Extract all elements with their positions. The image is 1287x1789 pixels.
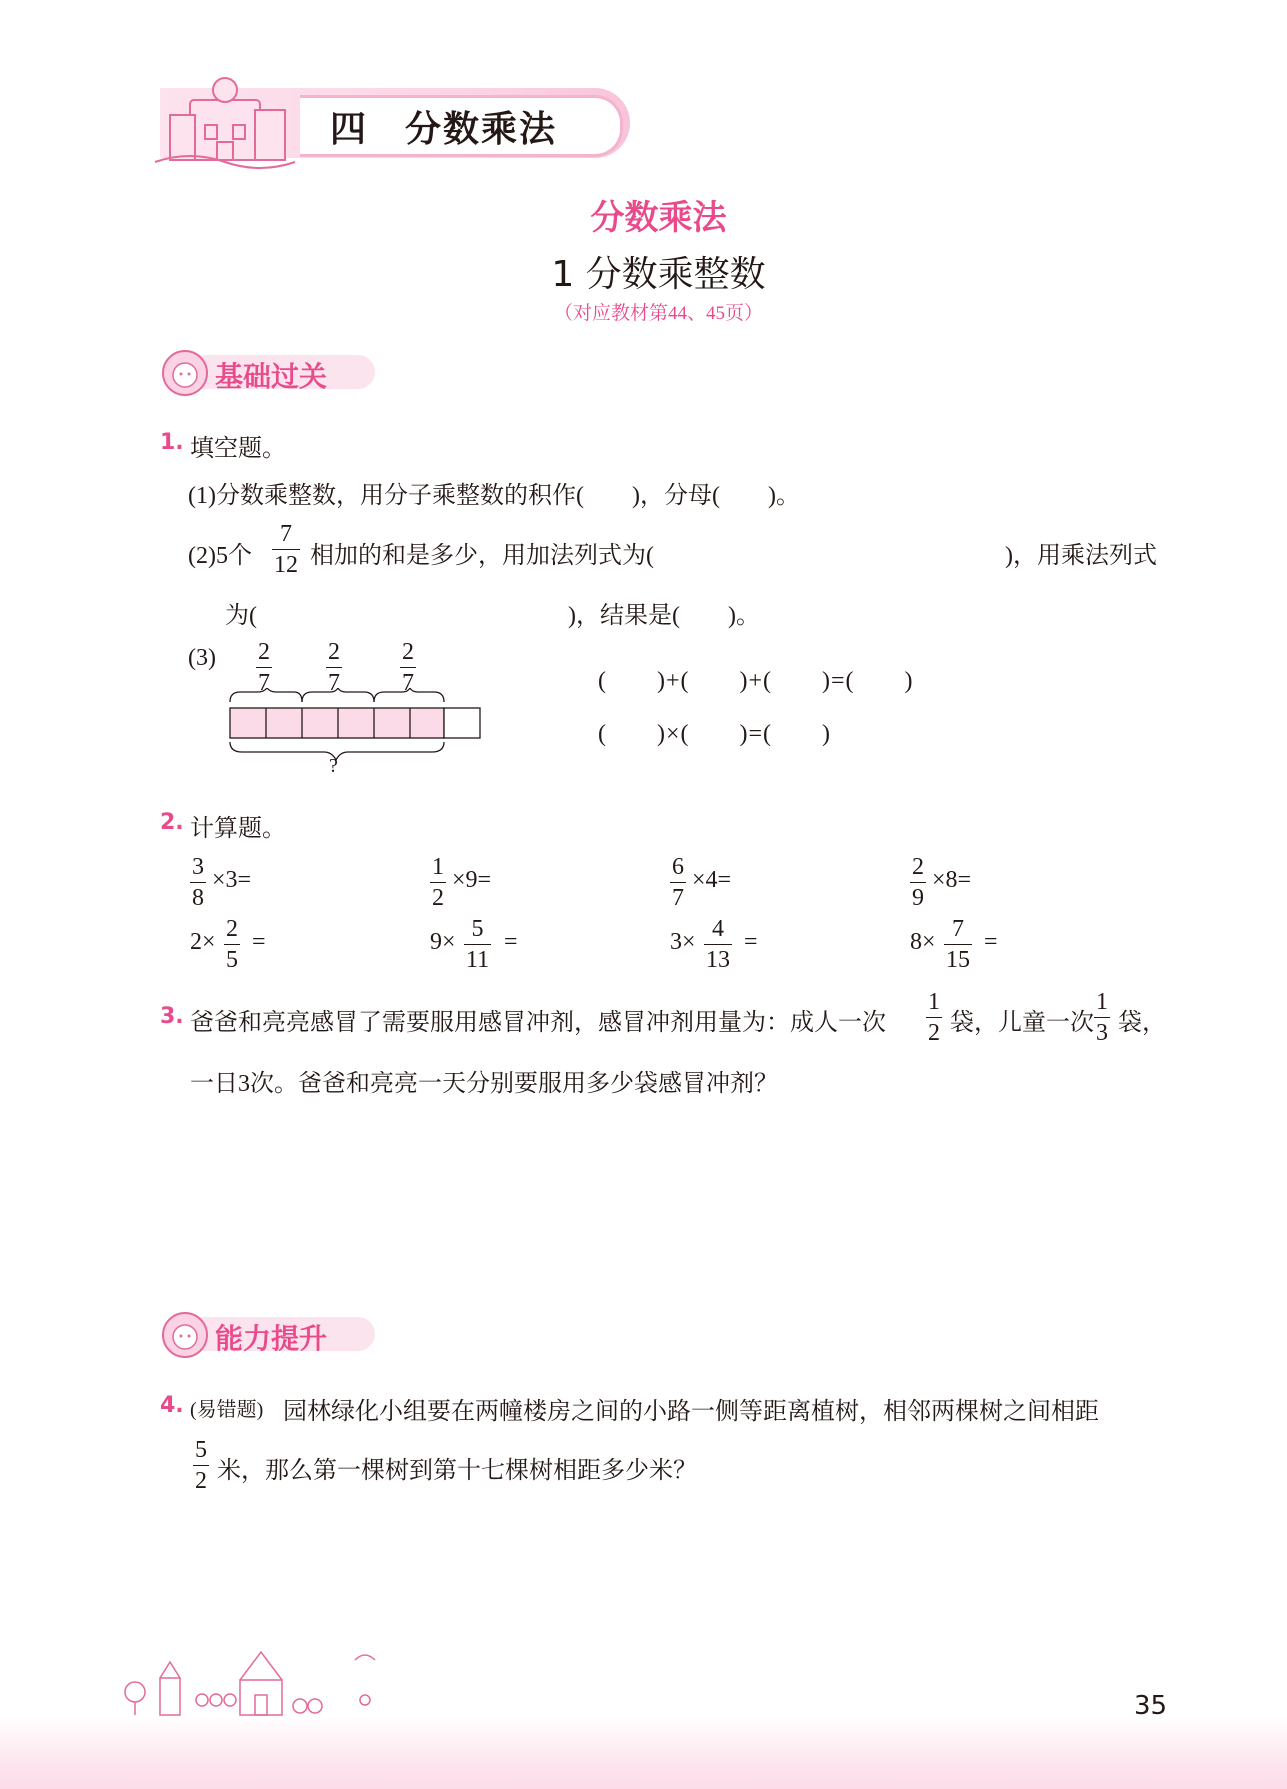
textbook-reference: （对应教材第44、45页） (553, 303, 763, 324)
q1-sub3-multiplication: ( )×( )=( ) (598, 721, 832, 747)
q2-row2-multiplier-3: 3× (670, 929, 696, 955)
q2-row2-multiplier-4: 8× (910, 929, 936, 955)
boy-mascot-icon (160, 1310, 210, 1360)
fraction-denominator: 15 (946, 947, 970, 974)
q4-tag: (易错题) (190, 1399, 264, 1421)
page-number: 35 (1134, 1691, 1168, 1721)
q3-fraction-child: 1 3 (1096, 989, 1108, 1047)
q1-sub3-addition: ( )+( )+( )=( ) (598, 668, 914, 694)
q2-row1-fraction-1 (190, 855, 206, 910)
q4-number: 4. (160, 1393, 184, 1418)
q3-fraction-adult: 1 2 (928, 989, 940, 1047)
q2-row1-fraction-2 (430, 855, 446, 910)
q3-line2: 一日3次。爸爸和亮亮一天分别要服用多少袋感冒冲剂？ (190, 1071, 778, 1097)
fraction-numerator: 7 (280, 521, 292, 547)
girl-mascot-icon (160, 348, 210, 398)
fraction-denominator: 13 (706, 947, 730, 974)
q2-row1-expression-3: ×4= (692, 867, 732, 893)
q3-number: 3. (160, 1004, 184, 1029)
q2-number: 2. (160, 810, 184, 835)
fraction-bar-diagram (220, 688, 490, 778)
part1-label: 基础过关 (215, 360, 328, 393)
school-building-icon (150, 70, 300, 170)
part2-label: 能力提升 (215, 1322, 328, 1355)
q1-sub3-fraction-2: 2 7 (328, 639, 340, 697)
fraction-numerator: 3 (192, 854, 204, 880)
fraction-denominator: 12 (274, 552, 298, 579)
lesson-title: 1 分数乘整数 (551, 254, 766, 295)
q3-text-b: 袋，儿童一次 (950, 1010, 1094, 1036)
fraction-numerator: 1 (432, 854, 444, 880)
q2-row1-expression-2: ×9= (452, 867, 492, 893)
q1-sub2-line2-b: )，结果是( )。 (568, 603, 760, 629)
q2-row1-expression-1: ×3= (212, 867, 252, 893)
fraction-denominator: 8 (192, 885, 204, 912)
q1-sub2-mid: 相加的和是多少，用加法列式为( (310, 543, 654, 569)
q1-sub2-line2-a: 为( (225, 603, 257, 629)
q2-row2-equals-1: = (252, 929, 266, 955)
q2-row1-fraction-3 (670, 855, 686, 910)
q2-row2-equals-3: = (744, 929, 758, 955)
q3-text-c: 袋， (1118, 1010, 1166, 1036)
footer-band (0, 1716, 1287, 1789)
q2-row2-multiplier-2: 9× (430, 929, 456, 955)
q1-sub2-fraction (272, 522, 300, 577)
town-decoration-icon (120, 1640, 420, 1720)
q2-row2-fraction-2 (464, 917, 491, 972)
q4-text-a: 园林绿化小组要在两幢楼房之间的小路一侧等距离植树，相邻两棵树之间相距 (283, 1399, 1099, 1425)
fraction-denominator: 9 (912, 885, 924, 912)
fraction-denominator: 11 (466, 947, 490, 974)
fraction-numerator: 4 (712, 916, 724, 942)
chapter-title: 分数乘法 (405, 109, 558, 150)
q1-sub2-prefix: (2)5个 (188, 543, 252, 569)
q2-row1-expression-4: ×8= (932, 867, 972, 893)
fraction-denominator: 7 (672, 885, 684, 912)
fraction-numerator: 2 (912, 854, 924, 880)
q4-text-b: 米，那么第一棵树到第十七棵树相距多少米？ (217, 1458, 697, 1484)
q1-sub2-end: )，用乘法列式 (1005, 543, 1157, 569)
section-title: 分数乘法 (590, 198, 727, 238)
q2-title: 计算题。 (190, 816, 286, 842)
q1-sub3-fraction-1: 2 7 (258, 639, 270, 697)
q2-row2-equals-4: = (984, 929, 998, 955)
q2-row2-fraction-4 (944, 917, 972, 972)
q1-sub3-fraction-3: 2 7 (402, 639, 414, 697)
q1-sub3-question-mark: ? (329, 755, 338, 777)
fraction-numerator: 2 (226, 916, 238, 942)
q1-title: 填空题。 (190, 436, 286, 462)
q1-number: 1. (160, 430, 184, 455)
q4-fraction: 5 2 (195, 1437, 207, 1495)
fraction-numerator: 5 (471, 916, 484, 942)
q1-sub3-label: (3) (188, 645, 216, 671)
fraction-numerator: 6 (672, 854, 684, 880)
q2-row2-multiplier-1: 2× (190, 929, 216, 955)
chapter-number: 四 (330, 109, 369, 150)
q2-row1-fraction-4 (910, 855, 926, 910)
fraction-numerator: 7 (952, 916, 964, 942)
q2-row2-fraction-3 (704, 917, 732, 972)
q1-sub1: (1)分数乘整数，用分子乘整数的积作( )，分母( )。 (188, 483, 800, 509)
fraction-denominator: 2 (432, 885, 444, 912)
q2-row2-equals-2: = (504, 929, 518, 955)
fraction-denominator: 5 (226, 947, 238, 974)
q2-row2-fraction-1 (224, 917, 240, 972)
q3-text-a: 爸爸和亮亮感冒了需要服用感冒冲剂，感冒冲剂用量为：成人一次 (190, 1010, 886, 1036)
